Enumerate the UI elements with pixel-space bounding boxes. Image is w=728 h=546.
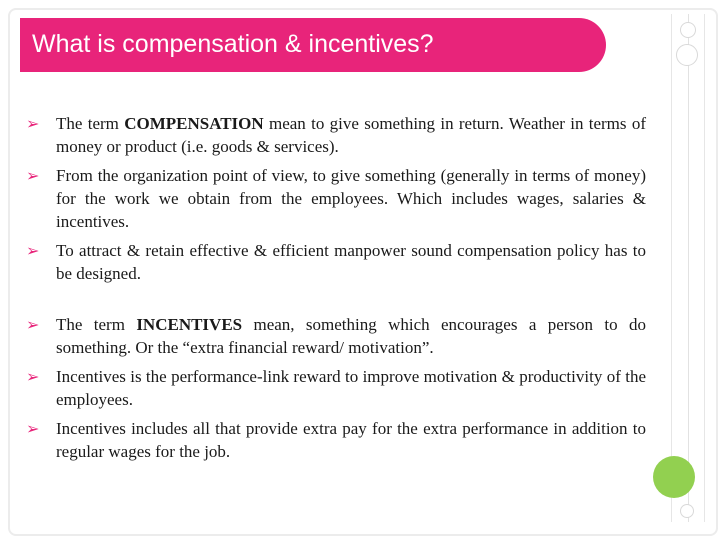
bullet-item (26, 365, 646, 411)
bullet-item (26, 313, 646, 359)
arrow-bullet-icon: ➢ (26, 241, 40, 260)
bullet-text: mean to give something in return. Weather in terms of money or product (i.e. goods & services). (56, 114, 646, 156)
decorative-rail (671, 14, 705, 522)
green-circle-icon (653, 456, 695, 498)
decorative-circle-icon (676, 44, 698, 66)
arrow-bullet-icon: ➢ (26, 367, 40, 386)
bullet-keyword: INCENTIVES (136, 315, 243, 334)
bullet-text: From the organization point of view, to give something (generally in terms of money) for the work we obtain from the employees. Which includes wages, salaries & incentives. (56, 166, 646, 231)
title-banner (20, 18, 606, 72)
arrow-bullet-icon: ➢ (26, 315, 40, 334)
bullet-item (26, 112, 646, 158)
bullet-text: mean, something which encourages a person to do something. Or the “extra financial reward/ motivation”. (56, 315, 646, 357)
arrow-bullet-icon: ➢ (26, 114, 40, 133)
bullet-text: The term (56, 114, 125, 133)
rail-line (688, 14, 689, 522)
arrow-bullet-icon: ➢ (26, 166, 40, 185)
bullet-text: The term (56, 315, 137, 334)
bullet-item (26, 417, 646, 463)
slide-title: What is compensation & incentives? (32, 30, 434, 58)
bullet-text: To attract & retain effective & efficient manpower sound compensation policy has to be designed. (56, 241, 646, 283)
arrow-bullet-icon: ➢ (26, 419, 40, 438)
decorative-circle-icon (680, 504, 694, 518)
bullet-keyword: COMPENSATION (124, 114, 264, 133)
bullet-text: Incentives includes all that provide extra pay for the extra performance in addition to regular wages for the job. (56, 419, 646, 461)
bullet-item (26, 239, 646, 285)
decorative-circle-icon (680, 22, 696, 38)
bullet-list (26, 112, 646, 469)
bullet-text: Incentives is the performance-link reward to improve motivation & productivity of the employees. (56, 367, 646, 409)
bullet-item (26, 164, 646, 233)
